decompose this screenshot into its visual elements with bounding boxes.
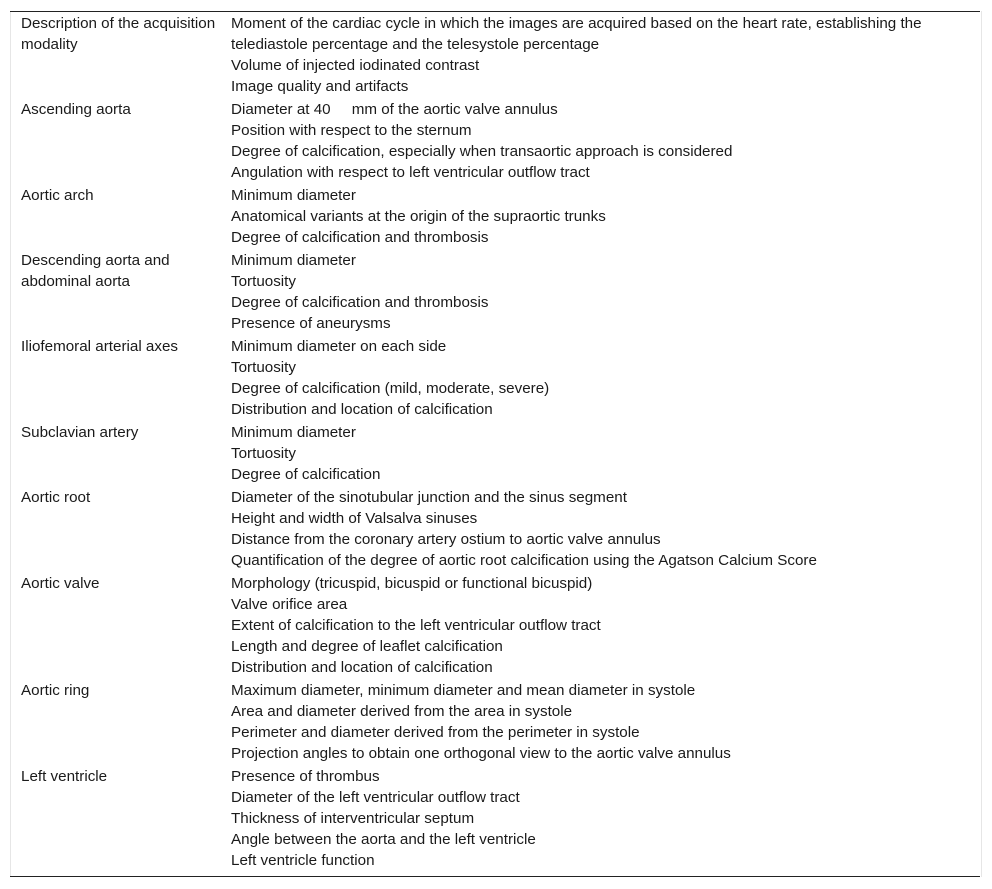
row-items — [231, 98, 979, 184]
row-item: Minimum diameter — [231, 424, 356, 441]
row-label: Subclavian artery — [21, 424, 139, 441]
row-item: Tortuosity — [231, 273, 296, 290]
row-items — [231, 184, 979, 249]
table-body — [11, 12, 979, 872]
row-item: Perimeter and diameter derived from the perimeter in systole — [231, 724, 640, 741]
row-item: Image quality and artifacts — [231, 78, 409, 95]
table-row — [11, 679, 979, 765]
row-item: Volume of injected iodinated contrast — [231, 57, 480, 74]
row-item: Presence of thrombus — [231, 768, 380, 785]
table-row — [11, 486, 979, 572]
row-item: Minimum diameter on each side — [231, 338, 447, 355]
row-item: Left ventricle function — [231, 852, 375, 869]
row-item: Angulation with respect to left ventricular outflow tract — [231, 164, 590, 181]
row-item: Distance from the coronary artery ostium to aortic valve annulus — [231, 531, 661, 548]
table-row — [11, 572, 979, 679]
table-row — [11, 249, 979, 335]
row-items — [231, 572, 979, 679]
row-item: Degree of calcification and thrombosis — [231, 294, 489, 311]
row-label: Iliofemoral arterial axes — [21, 338, 178, 355]
row-items — [231, 249, 979, 335]
row-item: Degree of calcification and thrombosis — [231, 229, 489, 246]
row-item: Area and diameter derived from the area in systole — [231, 703, 573, 720]
row-label: Aortic root — [21, 489, 91, 506]
row-item: Anatomical variants at the origin of the supraortic trunks — [231, 208, 606, 225]
row-item: Degree of calcification — [231, 466, 381, 483]
row-items — [231, 421, 979, 486]
row-item: Minimum diameter — [231, 187, 356, 204]
row-item: Valve orifice area — [231, 596, 348, 613]
row-item: Angle between the aorta and the left ventricle — [231, 831, 536, 848]
row-items — [231, 335, 979, 421]
table-row — [11, 765, 979, 872]
row-items — [231, 486, 979, 572]
row-item: Length and degree of leaflet calcification — [231, 638, 503, 655]
row-label: Left ventricle — [21, 768, 108, 785]
row-item: Degree of calcification, especially when transaortic approach is considered — [231, 143, 733, 160]
row-label: Aortic arch — [21, 187, 94, 204]
row-item: Maximum diameter, minimum diameter and mean diameter in systole — [231, 682, 696, 699]
row-item: Projection angles to obtain one orthogonal view to the aortic valve annulus — [231, 745, 731, 762]
table-row — [11, 12, 979, 98]
row-label: Ascending aorta — [21, 101, 131, 118]
row-label: Aortic ring — [21, 682, 90, 699]
row-item: Minimum diameter — [231, 252, 356, 269]
row-item: Diameter at 40 mm of the aortic valve annulus — [231, 101, 558, 118]
row-items — [231, 12, 979, 98]
table-row — [11, 335, 979, 421]
row-item: Degree of calcification (mild, moderate, severe) — [231, 380, 550, 397]
row-item: Tortuosity — [231, 445, 296, 462]
row-items — [231, 679, 979, 765]
row-item: Distribution and location of calcification — [231, 401, 493, 418]
row-item: Position with respect to the sternum — [231, 122, 472, 139]
row-item: Quantification of the degree of aortic root calcification using the Agatson Calcium Score — [231, 552, 817, 569]
row-item: Height and width of Valsalva sinuses — [231, 510, 478, 527]
table-row — [11, 184, 979, 249]
table-row — [11, 98, 979, 184]
row-item: Thickness of interventricular septum — [231, 810, 475, 827]
table-bottom-rule — [10, 876, 980, 877]
row-item: Distribution and location of calcification — [231, 659, 493, 676]
row-item: Morphology (tricuspid, bicuspid or functional bicuspid) — [231, 575, 593, 592]
row-items — [231, 765, 979, 872]
row-item: Extent of calcification to the left ventricular outflow tract — [231, 617, 601, 634]
table-row — [11, 421, 979, 486]
row-label: Descending aorta and abdominal aorta — [21, 252, 170, 290]
row-label: Description of the acquisition modality — [21, 15, 216, 53]
row-label: Aortic valve — [21, 575, 100, 592]
row-item: Diameter of the left ventricular outflow tract — [231, 789, 520, 806]
row-item: Diameter of the sinotubular junction and the sinus segment — [231, 489, 627, 506]
assessment-table — [11, 12, 979, 872]
row-item: Tortuosity — [231, 359, 296, 376]
row-item: Moment of the cardiac cycle in which the images are acquired based on the heart rate, establishing the telediastole percentage and the telesystole percentage — [231, 15, 926, 53]
row-item: Presence of aneurysms — [231, 315, 391, 332]
